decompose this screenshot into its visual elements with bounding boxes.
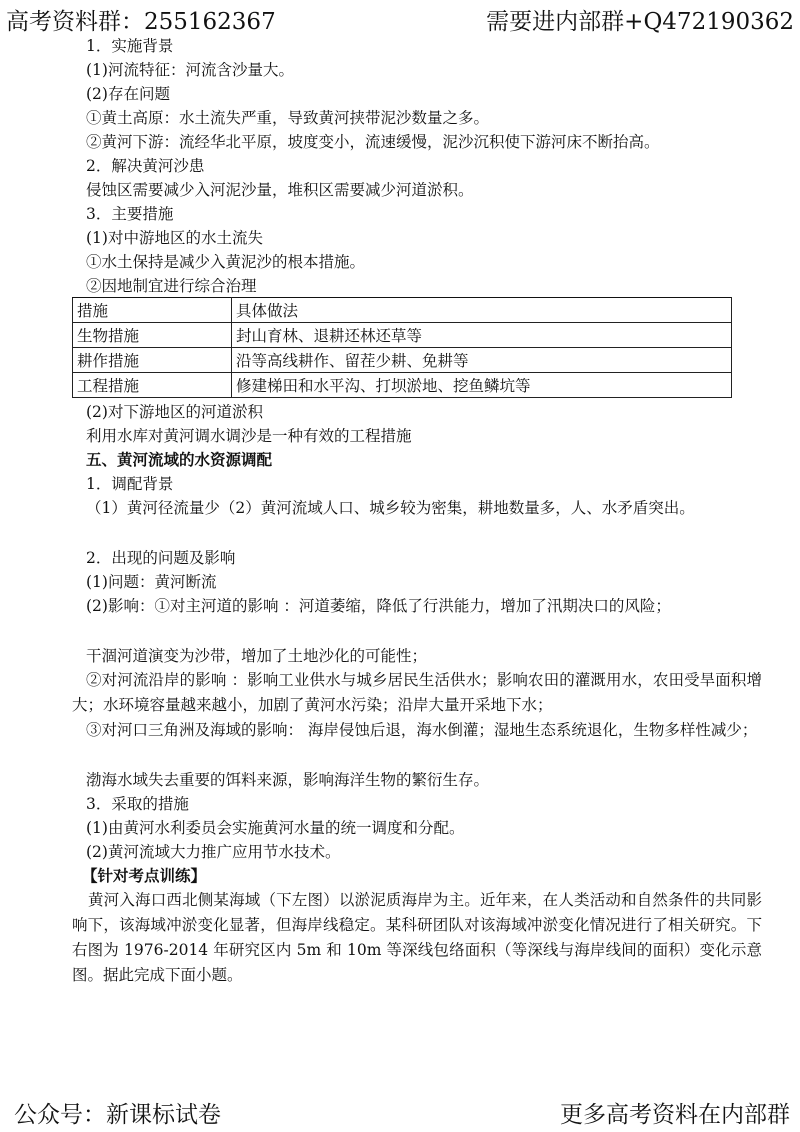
table-cell: 生物措施 <box>73 323 232 348</box>
table-cell: 封山育林、退耕还林还草等 <box>232 323 732 348</box>
table-header-cell: 具体做法 <box>232 298 732 323</box>
text-line: 干涸河道演变为沙带，增加了土地沙化的可能性； <box>86 647 428 665</box>
paragraph-impact-delta: ③对河口三角洲及海域的影响： 海岸侵蚀后退，海水倒灌；湿地生态系统退化，生物多样性减少； <box>86 721 758 739</box>
text-line: ②黄河下游：流经华北平原，坡度变小，流速缓慢，泥沙沉积使下游河床不断抬高。 <box>86 133 660 151</box>
text-line: (2)对下游地区的河道淤积 <box>86 403 263 421</box>
text-line: (1)由黄河水利委员会实施黄河水量的统一调度和分配。 <box>86 819 465 837</box>
text-line: (1)河流特征：河流含沙量大。 <box>86 61 294 79</box>
page-header <box>0 0 800 34</box>
header-left-text: 高考资料群：255162367 <box>6 9 276 35</box>
table-cell: 耕作措施 <box>73 348 232 373</box>
table-header-cell: 措施 <box>73 298 232 323</box>
heading-problems: 2．出现的问题及影响 <box>86 549 236 567</box>
text-line: 渤海水域失去重要的饵料来源，影响海洋生物的繁衍生存。 <box>86 771 490 789</box>
table-header-row <box>73 298 732 323</box>
section-title: 五、黄河流域的水资源调配 <box>86 450 273 469</box>
table-row <box>73 348 732 373</box>
footer-right-text: 更多高考资料在内部群 <box>560 1102 790 1128</box>
text-line: (2)黄河流域大力推广应用节水技术。 <box>86 843 341 861</box>
heading-actions: 3．采取的措施 <box>86 795 189 813</box>
paragraph-background: （1）黄河径流量少（2）黄河流域人口、城乡较为密集，耕地数量多，人、水矛盾突出。 <box>86 499 695 517</box>
table-row <box>73 373 732 398</box>
text-line: ①黄土高原：水土流失严重，导致黄河挟带泥沙数量之多。 <box>86 109 490 127</box>
text-line: ①水土保持是减少入黄泥沙的根本措施。 <box>86 253 366 271</box>
table-row <box>73 323 732 348</box>
page-footer <box>0 1094 800 1128</box>
table-cell: 工程措施 <box>73 373 232 398</box>
text-line: 侵蚀区需要减少入河泥沙量，堆积区需要减少河道淤积。 <box>86 181 474 199</box>
paragraph-impact-main-channel: (2)影响：①对主河道的影响 ：河道萎缩，降低了行洪能力，增加了汛期决口的风险； <box>86 597 671 615</box>
footer-left-text: 公众号：新课标试卷 <box>14 1102 221 1128</box>
header-right-text: 需要进内部群+Q472190362 <box>486 9 794 35</box>
heading-solve: 2．解决黄河沙患 <box>86 157 205 175</box>
table-cell: 修建梯田和水平沟、打坝淤地、挖鱼鳞坑等 <box>232 373 732 398</box>
text-line: ②因地制宜进行综合治理 <box>86 277 257 295</box>
text-line: (1)问题：黄河断流 <box>86 573 217 591</box>
text-line: 利用水库对黄河调水调沙是一种有效的工程措施 <box>86 427 412 445</box>
paragraph-impact-riverside: ②对河流沿岸的影响 ：影响工业供水与城乡居民生活供水；影响农田的灌溉用水，农田受旱面积增大；水环境容量越来越小，加剧了黄河水污染；沿岸大量开采地下水； <box>72 671 762 714</box>
training-question-text: 黄河入海口西北侧某海域（下左图）以淤泥质海岸为主。近年来，在人类活动和自然条件的共同影响下，该海域冲淤变化显著，但海岸线稳定。某科研团队对该海域冲淤变化情况进行了相关研究。下右图为 1976-2014 年研究区内 5m 和 10m 等深线包络面积（等深线与海岸线间的面积）变化示意图。据此完成下面小题。 <box>72 891 762 984</box>
text-line: (2)存在问题 <box>86 85 170 103</box>
text-line: (1)对中游地区的水土流失 <box>86 229 263 247</box>
table-cell: 沿等高线耕作、留茬少耕、免耕等 <box>232 348 732 373</box>
heading-allocation-background: 1．调配背景 <box>86 475 174 493</box>
heading-background: 1．实施背景 <box>86 37 174 55</box>
measures-table <box>72 297 732 398</box>
training-title: 【针对考点训练】 <box>82 866 207 885</box>
heading-measures: 3．主要措施 <box>86 205 174 223</box>
